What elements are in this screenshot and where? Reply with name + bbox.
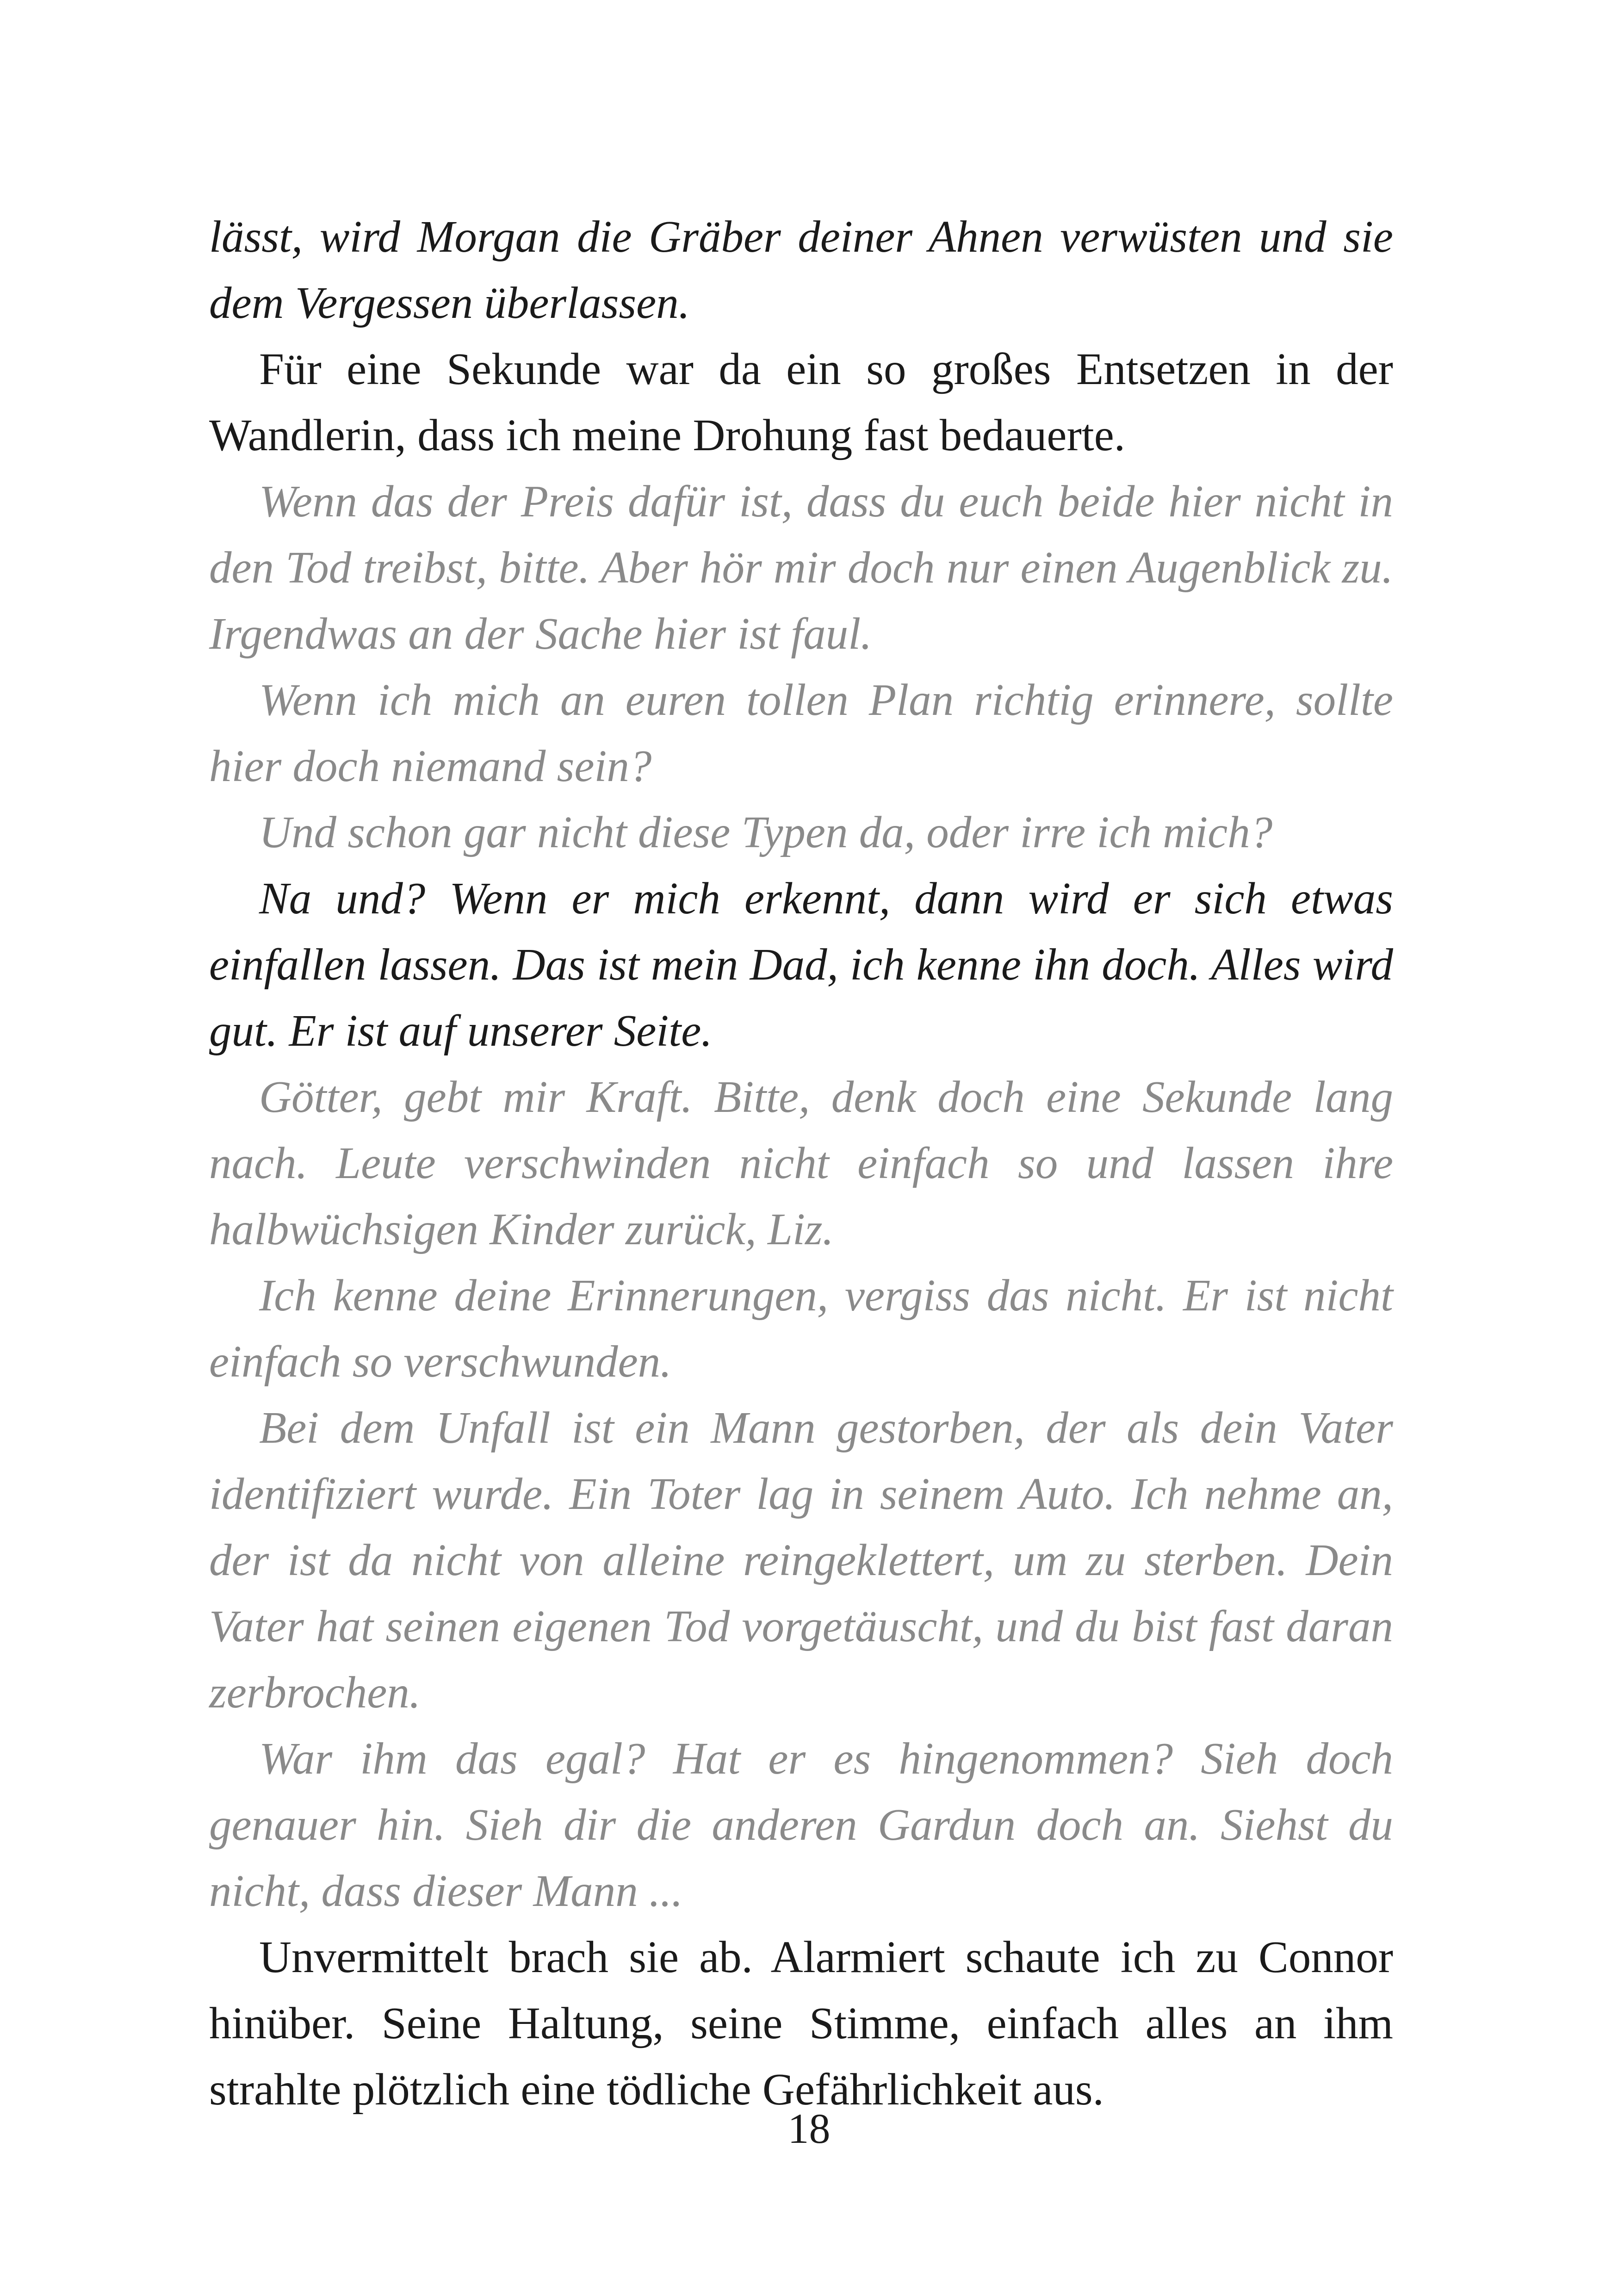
page-body [209,204,1393,2122]
paragraph-continued-warning: lässt, wird Morgan die Gräber deiner Ahnen verwüsten und sie dem Vergessen überlassen. [209,212,1393,328]
page-number: 18 [787,2105,831,2152]
paragraph-inner-voice-5: Ich kenne deine Erinnerungen, vergiss das nicht. Er ist nicht einfach so verschwunden. [209,1271,1393,1386]
paragraph-inner-voice-6: Bei dem Unfall ist ein Mann gestorben, der als dein Vater identifiziert wurde. Ein Toter lag in seinem Auto. Ich nehme an, der ist da nicht von alleine reingeklettert, um zu sterben. Dein Vater hat seinen eigenen Tod vorgetäuscht, und du bist fast daran zerbrochen. [209,1403,1393,1717]
paragraph-inner-voice-2: Wenn ich mich an euren tollen Plan richtig erinnere, sollte hier doch niemand sein? [209,675,1393,791]
paragraph-inner-voice-7: War ihm das egal? Hat er es hingenommen? Sieh doch genauer hin. Sieh dir die anderen Gardun doch an. Siehst du nicht, dass dieser Mann ... [209,1734,1393,1916]
paragraph-inner-voice-1: Wenn das der Preis dafür ist, dass du euch beide hier nicht in den Tod treibst, bitte. Aber hör mir doch nur einen Augenblick zu. Irgendwas an der Sache hier ist faul. [209,477,1393,658]
paragraph-inner-voice-4: Götter, gebt mir Kraft. Bitte, denk doch eine Sekunde lang nach. Leute verschwinden nicht einfach so und lassen ihre halbwüchsigen Kinder zurück, Liz. [209,1072,1393,1254]
paragraph-narration-1: Für eine Sekunde war da ein so großes Entsetzen in der Wandlerin, dass ich meine Drohung fast bedauerte. [209,344,1393,460]
paragraph-inner-voice-3: Und schon gar nicht diese Typen da, oder irre ich mich? [259,807,1273,857]
paragraph-narration-2: Unvermittelt brach sie ab. Alarmiert schaute ich zu Connor hinüber. Seine Haltung, seine Stimme, einfach alles an ihm strahlte plötzlich eine tödliche Gefährlichkeit aus. [209,1932,1393,2114]
paragraph-liz-thought: Na und? Wenn er mich erkennt, dann wird er sich etwas einfallen lassen. Das ist mein Dad, ich kenne ihn doch. Alles wird gut. Er ist auf unserer Seite. [209,874,1393,1055]
